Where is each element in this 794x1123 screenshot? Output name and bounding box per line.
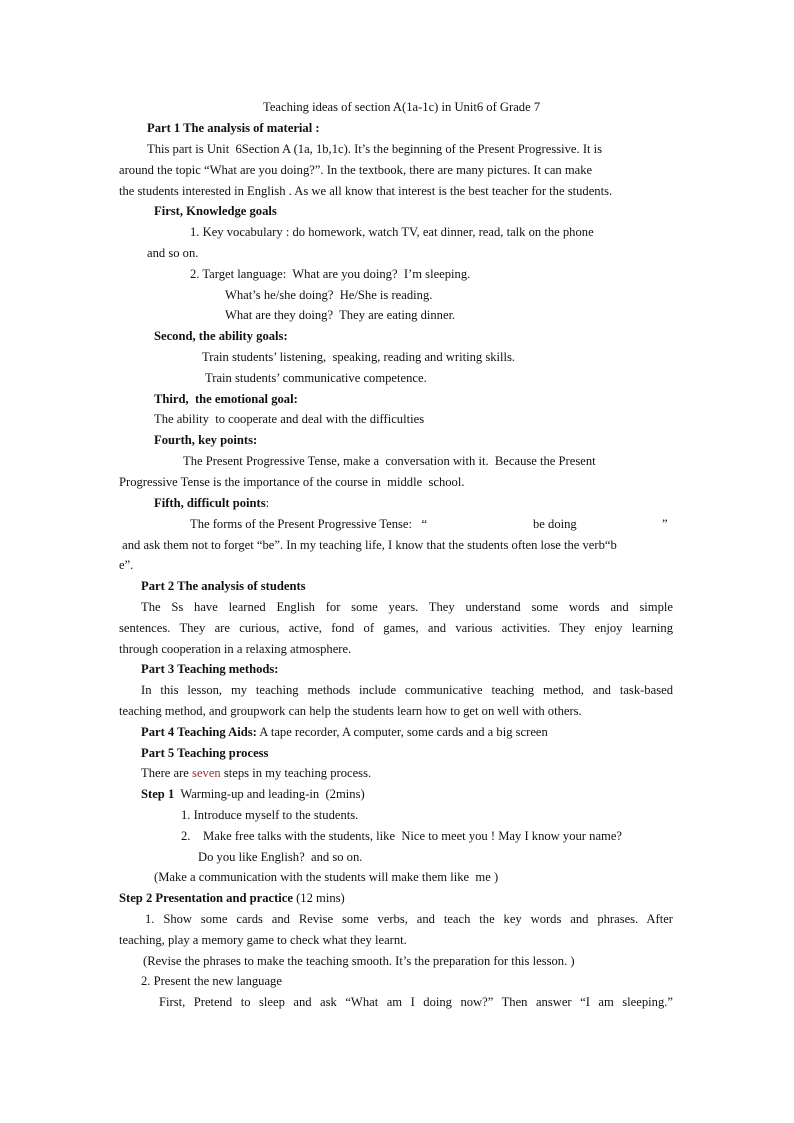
steps-count-word: seven <box>192 766 221 780</box>
step1-note: (Make a communication with the students will make them like me ) <box>154 870 499 884</box>
ability-goals-heading: Second, the ability goals: <box>154 329 288 343</box>
knowledge-item-2-example-c: What are they doing? They are eating dinner. <box>225 308 456 322</box>
ability-goal-line-2: Train students’ communicative competence. <box>205 371 427 385</box>
part4-heading: Part 4 Teaching Aids: <box>141 725 257 739</box>
key-points-line-1: The Present Progressive Tense, make a conversation with it. Because the Present <box>183 454 596 468</box>
difficult-points-line-1a: The forms of the Present Progressive Tense: “ <box>190 517 428 531</box>
step2-line-2: teaching, play a memory game to check what they learnt. <box>119 933 407 947</box>
difficult-points-line-2: and ask them not to forget “be”. In my teaching life, I know that the students often lose the verb“b <box>119 538 617 552</box>
part4-text: A tape recorder, A computer, some cards and a big screen <box>256 725 548 739</box>
step2-first-line: First, Pretend to sleep and ask “What am I doing now?” Then answer “I am sleeping.” <box>159 995 673 1009</box>
knowledge-item-1-continued: and so on. <box>147 246 199 260</box>
part4-row <box>141 724 548 740</box>
steps-intro-a: There are <box>141 766 193 780</box>
document-title: Teaching ideas of section A(1a-1c) in Unit6 of Grade 7 <box>263 100 541 114</box>
difficult-points-line-3: e”. <box>119 558 134 572</box>
step1-label: Step 1 <box>141 787 175 801</box>
step2-item-2: 2. Present the new language <box>141 974 282 988</box>
part3-line-1: In this lesson, my teaching methods include communicative teaching method, and task-based <box>141 683 673 697</box>
part2-heading: Part 2 The analysis of students <box>141 579 306 593</box>
part1-heading: Part 1 The analysis of material : <box>147 121 320 135</box>
step1-item-1: 1. Introduce myself to the students. <box>181 808 359 822</box>
part2-line-1: The Ss have learned English for some years. They understand some words and simple <box>141 600 673 614</box>
step2-line-1: 1. Show some cards and Revise some verbs, and teach the key words and phrases. After <box>145 912 673 926</box>
step1-text: Warming-up and leading-in (2mins) <box>174 787 365 801</box>
step2-row <box>119 890 345 906</box>
part1-intro-line-1: This part is Unit 6Section A (1a, 1b,1c). It’s the beginning of the Present Progressive. It is <box>147 142 603 156</box>
step1-item-2: 2. Make free talks with the students, like Nice to meet you ! May I know your name? <box>181 829 623 843</box>
key-points-heading: Fourth, key points: <box>154 433 258 447</box>
part5-heading: Part 5 Teaching process <box>141 746 269 760</box>
knowledge-item-1: 1. Key vocabulary : do homework, watch TV, eat dinner, read, talk on the phone <box>190 225 594 239</box>
part1-intro-line-2: around the topic “What are you doing?”. In the textbook, there are many pictures. It can make <box>119 163 593 177</box>
ability-goal-line-1: Train students’ listening, speaking, reading and writing skills. <box>202 350 516 364</box>
step1-item-2-continued: Do you like English? and so on. <box>198 850 363 864</box>
knowledge-item-2-example-b: What’s he/she doing? He/She is reading. <box>225 288 433 302</box>
key-points-line-2: Progressive Tense is the importance of the course in middle school. <box>119 475 465 489</box>
difficult-points-line-1b: be doing <box>533 517 577 531</box>
knowledge-goals-heading: First, Knowledge goals <box>154 204 277 218</box>
steps-intro <box>141 765 371 781</box>
step1-row <box>141 786 365 802</box>
step2-note: (Revise the phrases to make the teaching smooth. It’s the preparation for this lesson. ) <box>143 954 575 968</box>
steps-intro-b: steps in my teaching process. <box>220 766 372 780</box>
emotional-goal-line: The ability to cooperate and deal with the difficulties <box>154 412 425 426</box>
knowledge-item-2: 2. Target language: What are you doing? I’m sleeping. <box>190 267 471 281</box>
part1-intro-line-3: the students interested in English . As we all know that interest is the best teacher for the students. <box>119 184 613 198</box>
step2-label: Step 2 Presentation and practice <box>119 891 293 905</box>
difficult-points-line-1c: ” <box>662 517 668 531</box>
difficult-points-heading: Fifth, difficult points <box>154 496 266 510</box>
difficult-points-colon: : <box>265 496 270 510</box>
part2-line-2: sentences. They are curious, active, fond of games, and various activities. They enjoy learning <box>119 621 673 635</box>
difficult-points-heading-row <box>154 495 269 511</box>
part2-line-3: through cooperation in a relaxing atmosphere. <box>119 642 352 656</box>
emotional-goal-heading: Third, the emotional goal: <box>154 392 298 406</box>
part3-heading: Part 3 Teaching methods: <box>141 662 279 676</box>
part3-line-2: teaching method, and groupwork can help the students learn how to get on well with others. <box>119 704 582 718</box>
step2-text: (12 mins) <box>292 891 345 905</box>
